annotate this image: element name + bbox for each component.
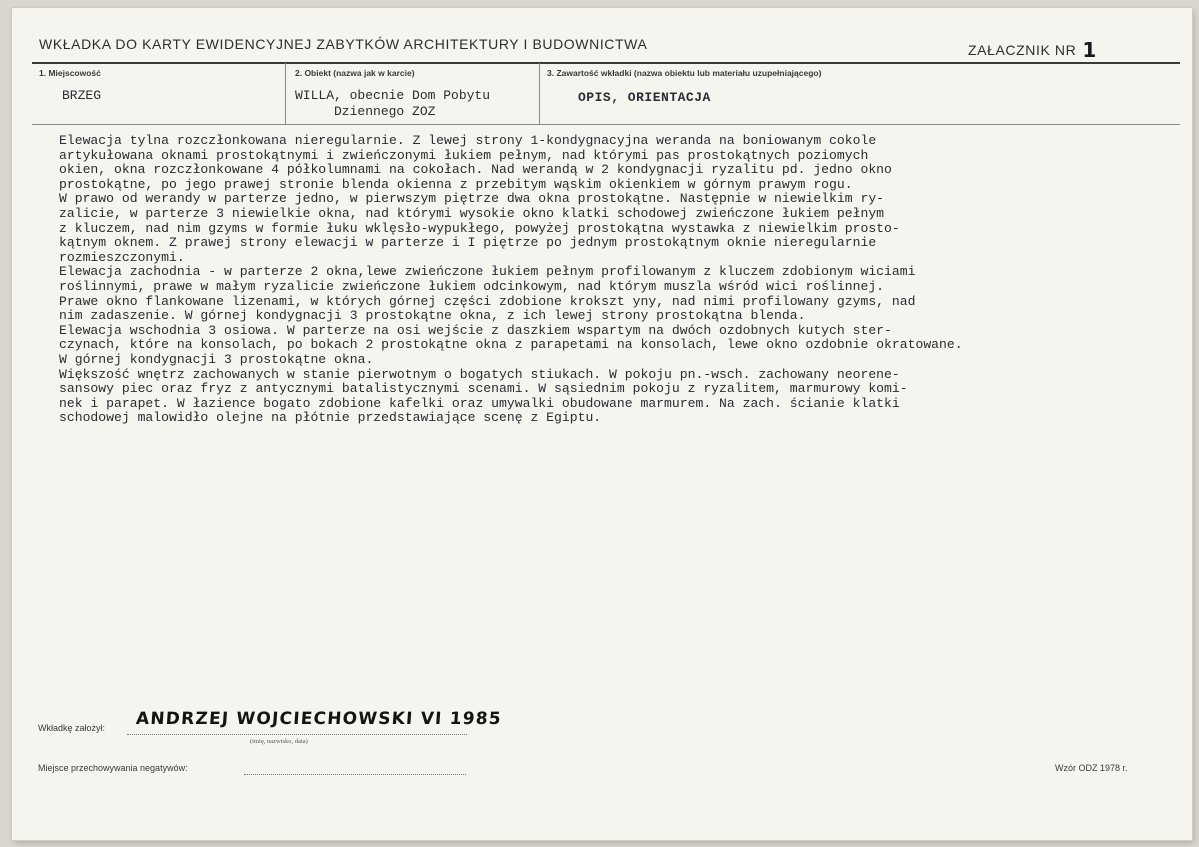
annex-label-text: ZAŁACZNIK NR [968,42,1077,58]
author-hint: (imię, nazwisko, data) [250,738,308,745]
contents-value: OPIS, ORIENTACJA [578,90,711,105]
negatives-label: Miejsce przechowywania negatywów: [38,763,188,773]
record-card [12,8,1192,840]
object-value: WILLA, obecnie Dom Pobytu Dziennego ZOZ [295,88,491,119]
fields-bottom-rule [32,124,1180,125]
field-divider-2 [539,63,540,124]
author-handwritten-value: ANDRZEJ WOJCIECHOWSKI VI 1985 [135,709,503,729]
card-title: WKŁADKA DO KARTY EWIDENCYJNEJ ZABYTKÓW ARCHITEKTURY I BUDOWNICTWA [39,36,648,52]
form-version: Wzór ODZ 1978 r. [1055,763,1128,773]
object-label: 2. Obiekt (nazwa jak w karcie) [295,68,415,78]
author-label: Wkładkę założył: [38,723,106,733]
description-text: Elewacja tylna rozczłonkowana nieregularnie. Z lewej strony 1-kondygnacyjna weranda na boniowanym cokole artykułowana oknami prostokątnymi i zwieńczonymi łukiem pełnym, nad którymi pas prostokątnych poziomych okien, okna rozczłonkowane 4 półkolumnami na cokołach. Nad werandą w 2 kondygnacji ryzalitu pd. jedno okno prostokątne, po jego prawej stronie blenda okienna z przebitym wąskim okienkiem w górnym prawym rogu. W prawo od werandy w parterze jedno, w pierwszym piętrze dwa okna prostokątne. Następnie w niewielkim ry- zalicie, w parterze 3 niewielkie okna, nad którymi wysokie okno klatki schodowej zwieńczone łukiem pełnym z kluczem, nad nim gzyms w formie łuku wklęsło-wypukłego, powyżej prostokątna wystawka z niewielkim prosto- kątnym oknem. Z prawej strony elewacji w parterze i I piętrze po jednym prostokątnym oknie nieregularnie rozmieszczonymi. Elewacja zachodnia - w parterze 2 okna,lewe zwieńczone łukiem pełnym profilowanym z kluczem zdobionym wiciami roślinnymi, prawe w małym ryzalicie zwieńczone łukiem odcinkowym, nad którym muszla wśród wici roślinnej. Prawe okno flankowane lizenami, w których górnej części zdobione krokszt yny, nad nimi profilowany gzyms, nad nim zadaszenie. W górnej kondygnacji 3 prostokątne okna, z ich lewej strony prostokątna blenda. Elewacja wschodnia 3 osiowa. W parterze na osi wejście z daszkiem wspartym na dwóch ozdobnych kutych ster- czynach, które na konsolach, po bokach 2 prostokątne okna z parapetami na konsolach, lewe okno ozdobnie okratowane. W górnej kondygnacji 3 prostokątne okna. Większość wnętrz zachowanych w stanie pierwotnym o bogatych stiukach. W pokoju pn.-wsch. zachowany neorene- sansowy piec oraz fryz z antycznymi batalistycznymi scenami. W sąsiednim pokoju z ryzalitem, marmurowy komi- nek i parapet. W łazience bogato zdobione kafelki oraz umywalki obudowane marmurem. Na zach. ścianie klatki schodowej malowidło olejne na płótnie przedstawiające scenę z Egiptu. [59,133,963,426]
contents-label: 3. Zawartość wkładki (nazwa obiektu lub materiału uzupełniającego) [547,68,822,78]
negatives-dotted-line [244,774,466,775]
author-dotted-line [127,734,467,735]
locality-value: BRZEG [62,88,102,103]
header-rule [32,62,1180,64]
locality-label: 1. Miejscowość [39,68,101,78]
annex-number: 1 [1082,38,1097,62]
annex-label [968,36,1097,60]
field-divider-1 [285,63,286,124]
